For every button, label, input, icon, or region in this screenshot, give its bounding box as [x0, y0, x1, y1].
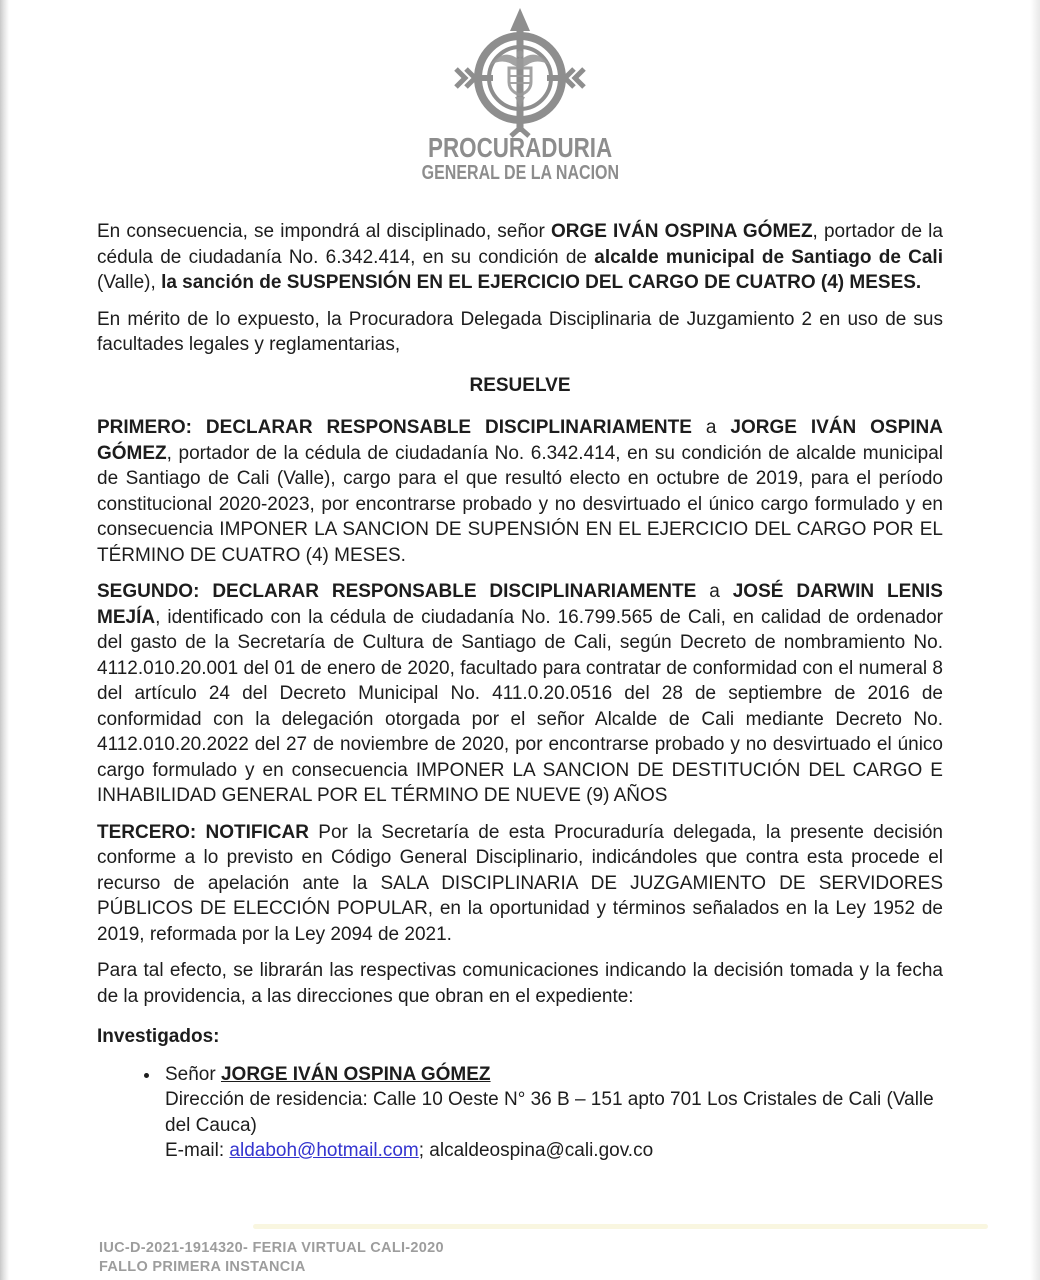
- document-body: [97, 219, 943, 1164]
- investigado-email-line: E-mail: aldaboh@hotmail.com; alcaldeospina@cali.gov.co: [165, 1140, 654, 1161]
- paragraph-merito: En mérito de lo expuesto, la Procuradora Delegada Disciplinaria de Juzgamiento 2 en uso de sus facultades legales y reglamentarias,: [97, 308, 943, 355]
- paragraph-comunicaciones: Para tal efecto, se librarán las respectivas comunicaciones indicando la decisión tomada y la fecha de la providencia, a las direcciones que obran en el expediente:: [97, 960, 943, 1007]
- list-item-investigado: [161, 1062, 943, 1164]
- instance-label: FALLO PRIMERA INSTANCIA: [99, 1259, 306, 1275]
- letterhead: [0, 8, 1040, 183]
- case-reference: IUC-D-2021-1914320- FERIA VIRTUAL CALI-2020: [99, 1240, 444, 1256]
- procuraduria-seal-icon: [449, 8, 591, 138]
- highlight-artifact: [253, 1224, 988, 1229]
- heading-resuelve: RESUELVE: [469, 374, 571, 396]
- seal-title: PROCURADURIA: [427, 132, 613, 163]
- scan-edge-right: [1030, 0, 1040, 1280]
- seal-subtitle: GENERAL DE LA NACION: [421, 162, 619, 184]
- investigado-address-line: Dirección de residencia: Calle 10 Oeste N° 36 B – 151 apto 701 Los Cristales de Cali (Valle del Cauca): [165, 1089, 934, 1136]
- investigados-list: [97, 1062, 943, 1164]
- investigado-name-line: • Señor JORGE IVÁN OSPINA GÓMEZ: [165, 1063, 491, 1085]
- scan-edge-left: [0, 0, 9, 1280]
- heading-investigados: Investigados:: [97, 1026, 220, 1047]
- paragraph-consecuencia: En consecuencia, se impondrá al disciplinado, señor ORGE IVÁN OSPINA GÓMEZ, portador de la cédula de ciudadanía No. 6.342.414, en su condición de alcalde municipal de Santiago de Cali (Valle), la sanción de SUSPENSIÓN EN EL EJERCICIO DEL CARGO DE CUATRO (4) MESES.: [97, 221, 943, 293]
- paragraph-tercero: TERCERO: NOTIFICAR Por la Secretaría de esta Procuraduría delegada, la presente decisión conforme a lo previsto en Código General Disciplinario, indicándoles que contra esta procede el recurso de apelación ante la SALA DISCIPLINARIA DE JUZGAMIENTO DE SERVIDORES PÚBLICOS DE ELECCIÓN POPULAR, en la oportunidad y términos señalados en la Ley 1952 de 2019, reformada por la Ley 2094 de 2021.: [97, 821, 943, 945]
- email-link[interactable]: aldaboh@hotmail.com: [229, 1140, 419, 1161]
- paragraph-segundo: SEGUNDO: DECLARAR RESPONSABLE DISCIPLINARIAMENTE a JOSÉ DARWIN LENIS MEJÍA, identificado con la cédula de ciudadanía No. 16.799.565 de Cali, en calidad de ordenador del gasto de la Secretaría de Cultura de Santiago de Cali, según Decreto de nombramiento No. 4112.010.20.001 del 01 de enero de 2020, facultado para contratar de conformidad con el numeral 8 del artículo 24 del Decreto Municipal No. 411.0.20.0516 del 28 de septiembre de 2016 de conformidad con la delegación otorgada por el señor Alcalde de Cali mediante Decreto No. 4112.010.20.2022 del 27 de noviembre de 2020, por encontrarse probado y no desvirtuado el único cargo formulado y en consecuencia IMPONER LA SANCION DE DESTITUCIÓN DEL CARGO E INHABILIDAD GENERAL POR EL TÉRMINO DE NUEVE (9) AÑOS: [97, 581, 943, 806]
- page-footer: [99, 1239, 444, 1277]
- paragraph-primero: PRIMERO: DECLARAR RESPONSABLE DISCIPLINARIAMENTE a JORGE IVÁN OSPINA GÓMEZ, portador de la cédula de ciudadanía No. 6.342.414, en su condición de alcalde municipal de Santiago de Cali (Valle), cargo para el que resultó electo en octubre de 2019, para el período constitucional 2020-2023, por encontrarse probado y no desvirtuado el único cargo formulado y en consecuencia IMPONER LA SANCION DE SUPENSIÓN EN EL EJERCICIO DEL CARGO POR EL TÉRMINO DE CUATRO (4) MESES.: [97, 417, 943, 566]
